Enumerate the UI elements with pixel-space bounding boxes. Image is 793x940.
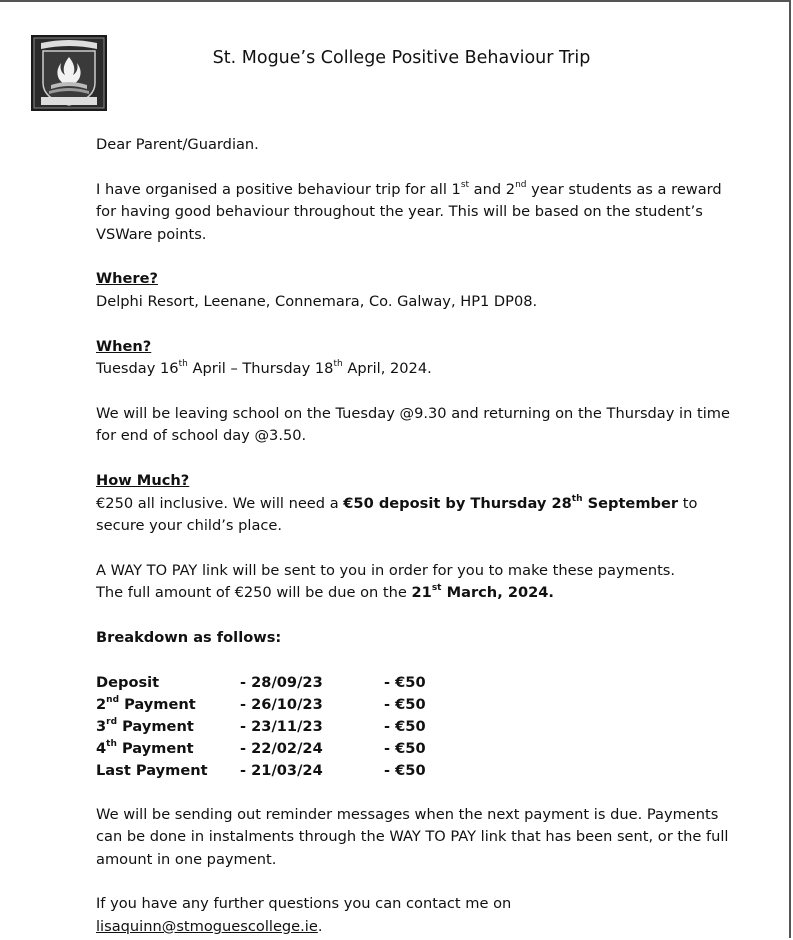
where-heading: Where? — [96, 270, 158, 288]
contact-email-link[interactable]: lisaquinn@stmoguescollege.ie — [96, 917, 318, 935]
when-heading: When? — [96, 337, 152, 355]
table-row: 4th Payment - 22/02/24 - €50 — [96, 738, 426, 757]
when-text: Tuesday 16th April – Thursday 18th April, 2024. — [96, 359, 432, 378]
due-text: The full amount of €250 will be due on the 21st March, 2024. — [96, 583, 554, 602]
leaving-text: We will be leaving school on the Tuesday @9.30 and returning on the Thursday in time for end of school day @3.50. — [96, 404, 730, 445]
contact-line: lisaquinn@stmoguescollege.ie. — [96, 917, 323, 935]
breakdown-heading: Breakdown as follows: — [96, 628, 282, 646]
table-row: 2nd Payment - 26/10/23 - €50 — [96, 694, 426, 713]
table-row: 3rd Payment - 23/11/23 - €50 — [96, 716, 426, 735]
waytopay-text: A WAY TO PAY link will be sent to you in order for you to make these payments. — [96, 561, 676, 579]
contact-text: If you have any further questions you can contact me on — [96, 895, 512, 913]
letter-body — [96, 134, 736, 938]
table-row: Last Payment - 21/03/24 - €50 — [96, 761, 426, 779]
intro-paragraph: I have organised a positive behaviour trip for all 1st and 2nd year students as a reward for having good behaviour throughout the year. This will be based on the student’s VSWare points. — [96, 179, 722, 243]
breakdown-table — [96, 672, 426, 782]
cost-text: €250 all inclusive. We will need a €50 deposit by Thursday 28th September to secure your child’s place. — [96, 493, 698, 535]
table-row: Deposit - 28/09/23 - €50 — [96, 673, 426, 691]
page-title: St. Mogue’s College Positive Behaviour Trip — [212, 48, 591, 68]
reminder-text: We will be sending out reminder messages when the next payment is due. Payments can be done in instalments through the WAY TO PAY link that has been sent, or the full amount in one payment. — [96, 805, 729, 868]
school-crest-icon — [31, 35, 107, 111]
greeting: Dear Parent/Guardian. — [96, 136, 259, 153]
where-text: Delphi Resort, Leenane, Connemara, Co. Galway, HP1 DP08. — [96, 292, 538, 310]
howmuch-heading: How Much? — [96, 471, 190, 489]
